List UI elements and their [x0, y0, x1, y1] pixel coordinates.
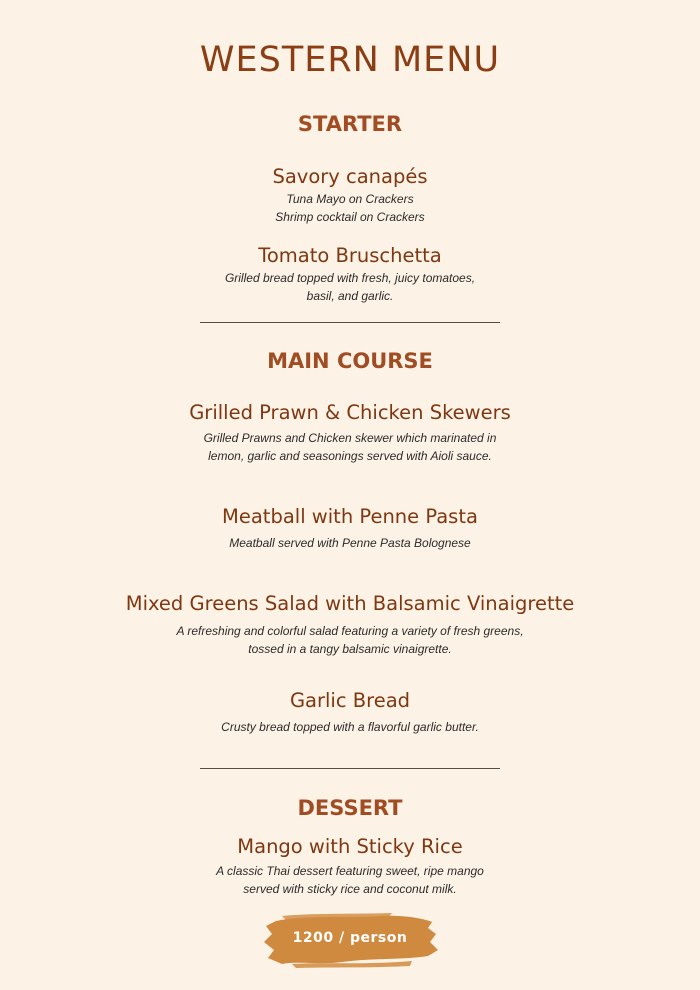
section-heading-dessert: DESSERT	[297, 796, 403, 820]
dish-description-line: Tuna Mayo on Crackers	[286, 192, 414, 206]
section-divider	[200, 768, 500, 769]
dish-description-line: A classic Thai dessert featuring sweet, ripe mango	[216, 864, 484, 878]
dish-name-grilled-prawn-chicken-skewers: Grilled Prawn & Chicken Skewers	[189, 401, 511, 424]
dish-description-line: basil, and garlic.	[306, 289, 394, 303]
dish-name-meatball-penne-pasta: Meatball with Penne Pasta	[222, 505, 478, 528]
dish-description-line: Grilled Prawns and Chicken skewer which marinated in	[203, 431, 497, 445]
dish-description-line: lemon, garlic and seasonings served with Aioli sauce.	[208, 449, 492, 463]
section-heading-starter: STARTER	[297, 112, 403, 136]
dish-name-garlic-bread: Garlic Bread	[289, 689, 411, 712]
dish-description-line: Grilled bread topped with fresh, juicy tomatoes,	[224, 271, 476, 285]
price-badge	[262, 912, 438, 968]
dish-description-line: Crusty bread topped with a flavorful garlic butter.	[221, 720, 479, 734]
dish-description-line: Shrimp cocktail on Crackers	[275, 210, 425, 224]
menu-title: WESTERN MENU	[199, 40, 501, 80]
dish-description-line: Meatball served with Penne Pasta Bolognese	[229, 536, 471, 550]
dish-name-tomato-bruschetta: Tomato Bruschetta	[258, 244, 442, 267]
dish-name-mixed-greens-salad: Mixed Greens Salad with Balsamic Vinaigrette	[125, 592, 575, 615]
dish-description-line: tossed in a tangy balsamic vinaigrette.	[248, 642, 452, 656]
section-heading-main-course: MAIN COURSE	[267, 349, 433, 373]
dish-name-mango-sticky-rice: Mango with Sticky Rice	[237, 835, 463, 858]
section-divider	[200, 322, 500, 323]
dish-name-savory-canapes: Savory canapés	[272, 165, 428, 188]
dish-description-line: A refreshing and colorful salad featuring a variety of fresh greens,	[176, 624, 524, 638]
dish-description-line: served with sticky rice and coconut milk.	[243, 882, 457, 896]
price-label: 1200 / person	[292, 930, 408, 946]
